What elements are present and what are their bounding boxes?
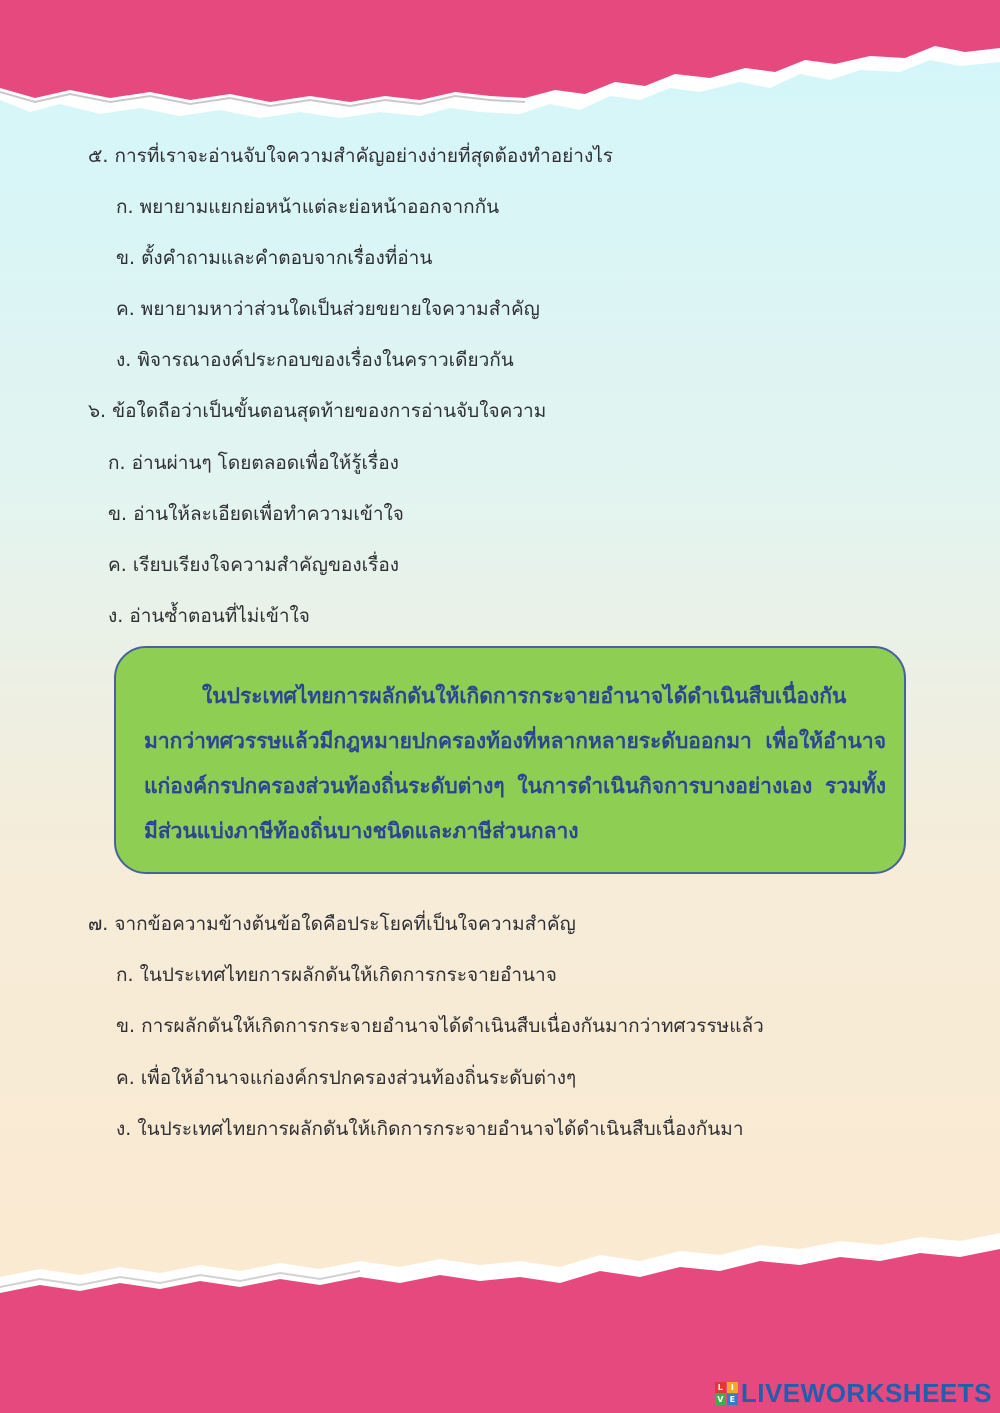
top-pink-band [0, 0, 1000, 102]
reading-passage-box [114, 646, 906, 874]
question-6-option-b[interactable]: ข. อ่านให้ละเอียดเพื่อทำความเข้าใจ [108, 503, 404, 525]
question-7-option-b[interactable]: ข. การผลักดันให้เกิดการกระจายอำนาจได้ดำเนินสืบเนื่องกันมากว่าทศวรรษแล้ว [116, 1015, 764, 1037]
question-5-option-d[interactable]: ง. พิจารณาองค์ประกอบของเรื่องในคราวเดียวกัน [116, 349, 514, 371]
question-5-option-a[interactable]: ก. พยายามแยกย่อหน้าแต่ละย่อหน้าออกจากกัน [116, 196, 500, 218]
question-6-option-d[interactable]: ง. อ่านซ้ำตอนที่ไม่เข้าใจ [108, 605, 310, 627]
logo-letter-i: I [727, 1382, 738, 1393]
question-7-option-c[interactable]: ค. เพื่อให้อำนาจแก่องค์กรปกครองส่วนท้องถิ่นระดับต่างๆ [116, 1067, 577, 1089]
question-6-option-a[interactable]: ก. อ่านผ่านๆ โดยตลอดเพื่อให้รู้เรื่อง [108, 452, 399, 474]
top-torn-paper-decoration [0, 0, 1000, 130]
question-7-option-a[interactable]: ก. ในประเทศไทยการผลักดันให้เกิดการกระจายอำนาจ [116, 964, 557, 986]
reading-passage-text: ในประเทศไทยการผลักดันให้เกิดการกระจายอำนาจได้ดำเนินสืบเนื่องกันมากว่าทศวรรษแล้วมีกฎหมายปกครองท้องที่หลากหลายระดับออกมา เพื่อให้อำนาจแก่องค์กรปกครองส่วนท้องถิ่นระดับต่างๆ ในการดำเนินกิจการบางอย่างเอง รวมทั้งมีส่วนแบ่งภาษีท้องถิ่นบางชนิดและภาษีส่วนกลาง [144, 684, 886, 843]
question-6-option-c[interactable]: ค. เรียบเรียงใจความสำคัญของเรื่อง [108, 554, 400, 576]
question-5-option-b[interactable]: ข. ตั้งคำถามและคำตอบจากเรื่องที่อ่าน [116, 247, 433, 269]
question-5-title: ๕. การที่เราจะอ่านจับใจความสำคัญอย่างง่ายที่สุดต้องทำอย่างไร [88, 145, 613, 167]
logo-letter-l: L [715, 1382, 726, 1393]
logo-letter-v: V [715, 1394, 726, 1405]
question-7-option-d[interactable]: ง. ในประเทศไทยการผลักดันให้เกิดการกระจายอำนาจได้ดำเนินสืบเนื่องกันมา [116, 1118, 744, 1140]
question-7-title: ๗. จากข้อความข้างต้นข้อใดคือประโยคที่เป็นใจความสำคัญ [88, 913, 576, 935]
logo-letter-e: E [727, 1394, 738, 1405]
question-5-option-c[interactable]: ค. พยายามหาว่าส่วนใดเป็นส่วยขยายใจความสำคัญ [116, 298, 540, 320]
liveworksheets-watermark [715, 1378, 992, 1408]
question-6-title: ๖. ข้อใดถือว่าเป็นขั้นตอนสุดท้ายของการอ่านจับใจความ [88, 400, 547, 422]
liveworksheets-wordmark: LIVEWORKSHEETS [740, 1377, 992, 1408]
liveworksheets-logo-icon [715, 1382, 738, 1405]
